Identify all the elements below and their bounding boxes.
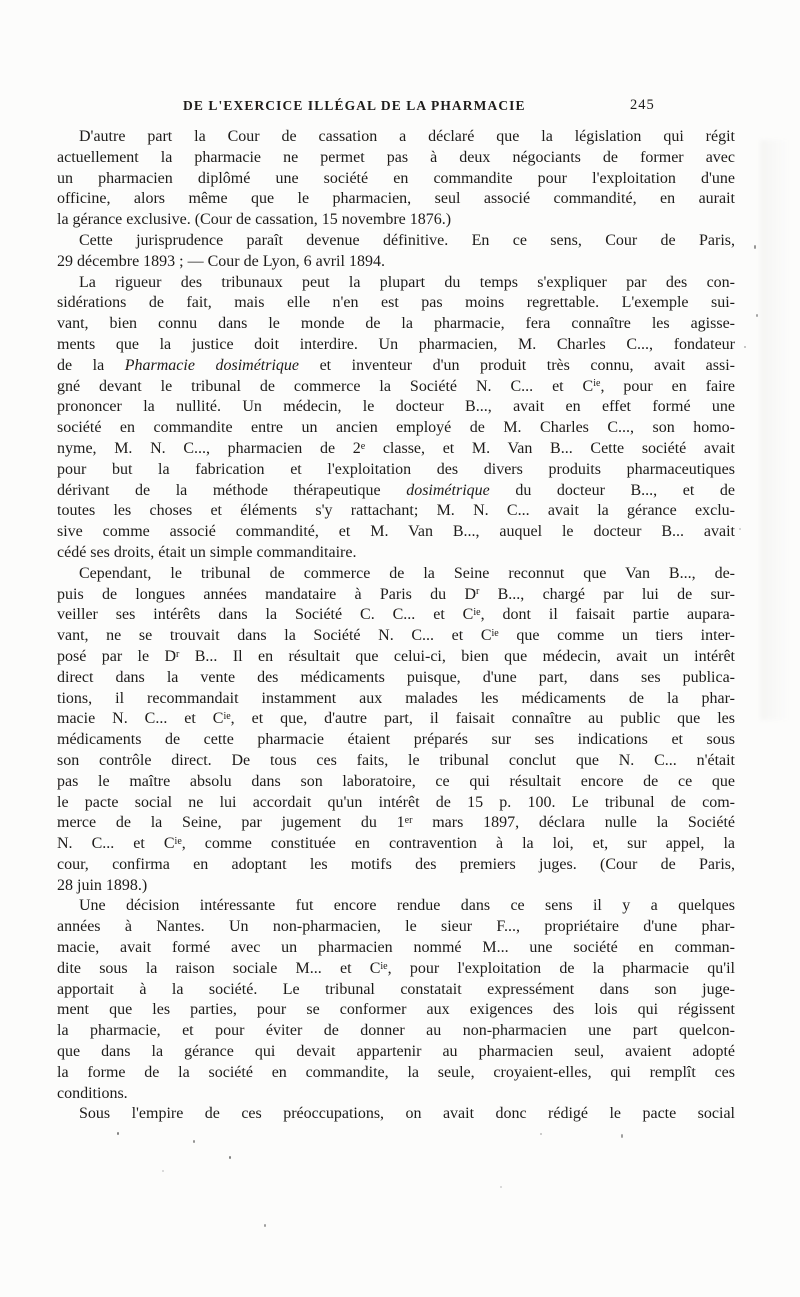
text-line: années à Nantes. Un non-pharmacien, le sieur F..., propriétaire d'une phar- xyxy=(57,918,735,936)
text-line: N. C... et $C^{ie}$, comme constituée en contravention à la loi, et, sur appel, la xyxy=(57,835,735,853)
text-line: tions, il recommandait instamment aux malades les médicaments de la phar- xyxy=(57,689,735,707)
text-line: toutes les choses et éléments s'y rattachant; M. N. C... avait la gérance exclu- xyxy=(57,502,735,520)
text-line: 28 juin 1898.) xyxy=(57,876,148,894)
text-line: dite sous la raison sociale M... et $C^{ie}$, pour l'exploitation de la pharmacie qu'il xyxy=(57,959,735,977)
scan-speck xyxy=(500,1186,502,1188)
text-line: un pharmacien diplômé une société en commandite pour l'exploitation d'une xyxy=(57,169,735,187)
text-line: pas le maître absolu dans son laboratoire, ce qui résultait encore de ce que xyxy=(57,772,735,790)
text-line: Cette jurisprudence paraît devenue définitive. En ce sens, Cour de Paris, xyxy=(79,231,735,249)
text-line: officine, alors même que le pharmacien, seul associé commandité, en aurait xyxy=(57,190,735,208)
text-line: médicaments de cette pharmacie étaient préparés sur ses indications et sous xyxy=(57,731,735,749)
body-text xyxy=(57,127,735,1125)
scan-speck xyxy=(739,528,741,530)
text-line: ments que la justice doit interdire. Un pharmacien, M. Charles C..., fondateur xyxy=(57,335,735,353)
text-line: que dans la gérance qui devait appartenir au pharmacien seul, avaient adopté xyxy=(57,1043,735,1061)
text-line: D'autre part la Cour de cassation a déclaré que la législation qui régit xyxy=(79,128,735,145)
text-line: sidérations de fait, mais elle n'en est pas moins regrettable. L'exemple sui- xyxy=(57,294,735,312)
scan-speck xyxy=(264,1224,266,1227)
text-line: Sous l'empire de ces préoccupations, on avait donc rédigé le pacte social xyxy=(79,1105,735,1123)
text-line: puis de longues années mandataire à Paris du $D^r$ B..., chargé par lui de sur- xyxy=(57,585,736,603)
text-line: la pharmacie, et pour éviter de donner au non-pharmacien une part quelcon- xyxy=(57,1022,735,1040)
text-line: apportait à la société. Le tribunal constatait expressément dans son juge- xyxy=(57,980,735,998)
text-line: le pacte social ne lui accordait qu'un intérêt de 15 p. 100. Le tribunal de com- xyxy=(57,793,735,811)
text-line: direct dans la vente des médicaments puisque, d'une part, dans ses publica- xyxy=(57,668,735,686)
text-line: cédé ses droits, était un simple commanditaire. xyxy=(57,543,357,561)
text-line: actuellement la pharmacie ne permet pas à deux négociants de former avec xyxy=(57,148,735,166)
text-line: cour, confirma en adoptant les motifs des premiers juges. (Cour de Paris, xyxy=(57,855,735,873)
text-line: 29 décembre 1893 ; — Cour de Lyon, 6 avril 1894. xyxy=(57,252,385,270)
text-line: vant, bien connu dans le monde de la pharmacie, fera connaître les agisse- xyxy=(57,315,735,333)
page-title: DE L'EXERCICE ILLÉGAL DE LA PHARMACIE xyxy=(183,98,526,113)
text-line: son contrôle direct. De tous ces faits, le tribunal conclut que N. C... n'était xyxy=(57,751,735,769)
text-line: Une décision intéressante fut encore rendue dans ce sens il y a quelques xyxy=(79,897,735,915)
scan-speck xyxy=(162,1170,164,1172)
text-line: vant, ne se trouvait dans la Société N. C... et $C^{ie}$ que comme un tiers inter- xyxy=(57,627,736,645)
scan-speck xyxy=(193,1140,195,1143)
text-line: macie, avait formé avec un pharmacien nommé M... une société en comman- xyxy=(57,939,735,957)
text-line: veiller ses intérêts dans la Société C. C... et $C^{ie}$, dont il faisait partie aupara- xyxy=(57,606,736,624)
text-line: posé par le $D^r$ B... Il en résultait que celui-ci, bien que médecin, avait un intérêt xyxy=(57,647,735,665)
text-line: pour but la fabrication et l'exploitation des divers produits pharmaceutiques xyxy=(57,460,735,478)
text-line: nyme, M. N. C..., pharmacien de 2e classe, et M. Van B... Cette société avait xyxy=(57,439,735,457)
scan-speck xyxy=(756,314,758,317)
text-line: la forme de la société en commandite, la seule, croyaient-elles, qui remplît ces xyxy=(57,1063,735,1081)
scan-speck xyxy=(117,1132,119,1135)
scan-speck xyxy=(229,1156,231,1159)
text-line: conditions. xyxy=(57,1084,128,1102)
text-line: sive comme associé commandité, et M. Van B..., auquel le docteur B... avait xyxy=(57,523,735,541)
text-line: merce de la Seine, par jugement du 1er mars 1897, déclara nulle la Société xyxy=(57,814,735,832)
text-line: dérivant de la méthode thérapeutique dosimétrique du docteur B..., et de xyxy=(57,481,736,499)
scan-speck xyxy=(621,1134,623,1138)
text-line: macie N. C... et $C^{ie}$, et que, d'autre part, il faisait connaître au public que les xyxy=(57,710,736,728)
text-line: prononcer la nullité. Un médecin, le docteur B..., avait en effet formé une xyxy=(57,398,735,416)
text-line: la gérance exclusive. (Cour de cassation, 15 novembre 1876.) xyxy=(57,211,452,229)
text-line: de la Pharmacie dosimétrique et inventeur d'un produit très connu, avait assi- xyxy=(57,356,736,374)
page-number: 245 xyxy=(630,97,655,113)
text-line: Cependant, le tribunal de commerce de la Seine reconnut que Van B..., de- xyxy=(79,564,735,582)
scan-shading xyxy=(760,140,790,720)
text-line: gné devant le tribunal de commerce la Société N. C... et $C^{ie}$, pour en faire xyxy=(57,377,736,395)
text-line: ment que les parties, pour se conformer aux exigences des lois qui régissent xyxy=(57,1001,735,1019)
scan-speck xyxy=(540,1133,542,1135)
text-line: La rigueur des tribunaux peut la plupart du temps s'expliquer par des con- xyxy=(79,273,735,291)
scan-speck xyxy=(744,346,746,348)
scan-speck xyxy=(754,245,756,249)
text-line: société en commandite entre un ancien employé de M. Charles C..., son homo- xyxy=(57,419,735,437)
